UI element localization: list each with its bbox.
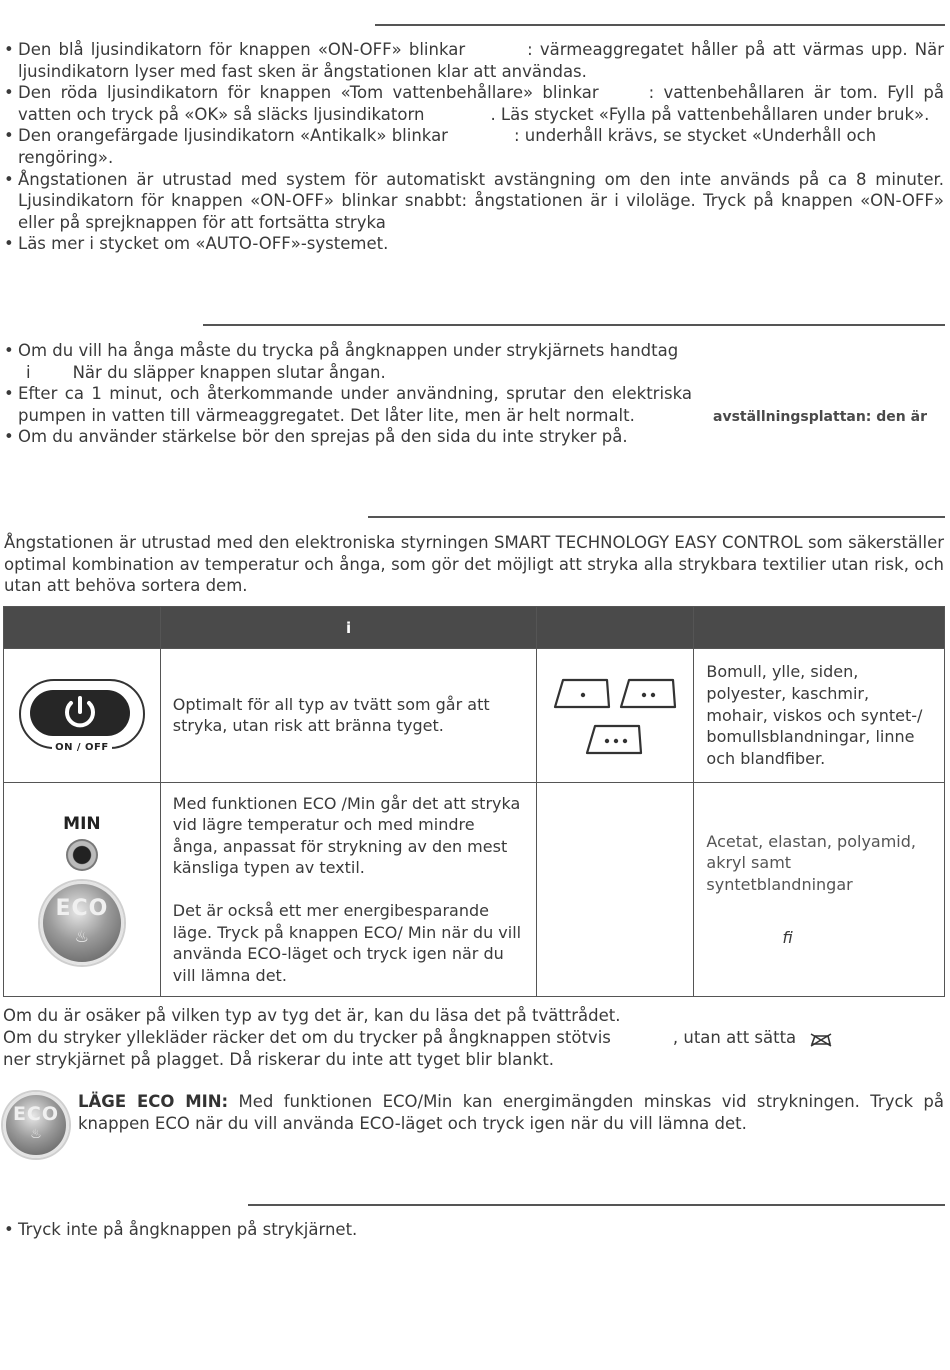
list-item: [4, 383, 692, 426]
onoff-button[interactable]: [19, 679, 145, 754]
section1-list: [4, 39, 944, 255]
eco-icon-label: ECO: [12, 1103, 60, 1125]
intro-paragraph: Ångstationen är utrustad med den elektroniska styrningen SMART TECHNOLOGY EASY CONTROL som säkerställer optimal kombination av temperatur och ånga, som gör det möjligt att stryka alla strykbara textilier utan risk, och utan att behöva sortera dem.: [4, 533, 944, 596]
bullet-text: Läs mer i stycket om «AUTO-OFF»-systemet.: [18, 234, 389, 254]
eco-button[interactable]: [40, 881, 124, 965]
program-table: [3, 606, 945, 997]
bullet-text: Ångstationen är utrustad med system för automatiskt avstängning om den inte används på ca 8 minuter. Ljusindikatorn för knappen «ON-OFF» blinkar snabbt: ångstationen är i viloläge. Tryck på knappen «ON-OFF» eller på sprejknappen för att fortsätta stryka: [18, 169, 944, 232]
table-header: [694, 607, 945, 649]
list-item: [4, 340, 692, 383]
eco-mode-icon: [3, 1092, 69, 1158]
steam-icon: ♨: [74, 927, 90, 947]
list-item: [4, 39, 944, 82]
tip-line: Om du är osäker på vilken typ av tyg det är, kan du läsa det på tvättrådet.: [3, 1006, 621, 1025]
table-cell: Optimalt för all typ av tvätt som går att stryka, utan risk att bränna tyget.: [160, 649, 537, 783]
section2-list: [4, 340, 692, 448]
list-item: [4, 169, 944, 234]
description-paragraph: Med funktionen ECO /Min går det att stryka vid lägre temperatur och med mindre ånga, anpassat för strykning av den mest känsliga typen av textil.: [172, 793, 521, 878]
eco-mode-paragraph: [78, 1091, 944, 1134]
section4-rule: [248, 1204, 945, 1206]
bullet-text: Tryck inte på ångknappen på strykjärnet.: [18, 1220, 358, 1239]
bullet-text: . Läs stycket «Fylla på vattenbehållaren under bruk».: [490, 104, 930, 124]
bullet-text: När du släpper knappen slutar ångan.: [72, 362, 386, 382]
list-item: [4, 82, 944, 125]
power-icon: [30, 690, 130, 736]
bullet-text: : underhåll krävs, se stycket «Underhåll och rengöring».: [18, 126, 877, 167]
tip-line: ner strykjärnet på plagget. Då riskerar du inte att tyget blir blankt.: [3, 1050, 554, 1069]
table-header: [537, 607, 694, 649]
onoff-label: ON / OFF: [52, 742, 112, 753]
side-note: avställningsplattan: den är: [713, 409, 927, 425]
fi-glyph: ﬁ: [782, 927, 793, 947]
table-cell: [537, 782, 694, 997]
table-cell: [160, 782, 537, 997]
eco-label: ECO: [55, 896, 109, 922]
section4-list: [4, 1219, 944, 1241]
section1-rule: [375, 24, 945, 26]
list-item: [4, 125, 944, 168]
bullet-text: Den blå ljusindikatorn för knappen «ON-OFF» blinkar: [18, 40, 466, 59]
bullet-text: Om du vill ha ånga måste du trycka på ångknappen under strykjärnets handtag: [18, 341, 679, 360]
min-indicator-icon: [66, 839, 98, 871]
no-iron-symbol-icon: [809, 1031, 833, 1047]
steam-icon: ♨: [30, 1127, 42, 1142]
table-cell: Bomull, ylle, siden, polyester, kaschmir, mohair, viskos och syntet-/ bomullsblandningar, linne och blandfiber.: [694, 649, 945, 783]
iron-settings-icon: [537, 649, 693, 776]
min-label: MIN: [63, 813, 101, 834]
eco-min-cell: [4, 782, 161, 997]
onoff-label-wrap: [19, 737, 145, 759]
table-header: i: [160, 607, 537, 649]
table-cell: [694, 782, 945, 997]
tip-line: [3, 1027, 944, 1049]
bullet-text: : vattenbehållaren är tom. Fyll på vatten och tryck på «OK» så släcks ljusindikatorn: [18, 83, 945, 124]
description-paragraph: Det är också ett mer energibesparande läge. Tryck på knappen ECO/ Min när du vill använda ECO-läget och tryck igen när du vill lämna det.: [172, 900, 522, 985]
bullet-text: Den orangefärgade ljusindikatorn «Antikalk» blinkar: [18, 126, 448, 146]
bullet-text: Om du använder stärkelse bör den sprejas på den sida du inte stryker på.: [18, 427, 628, 447]
onoff-cell: [4, 649, 161, 783]
list-item: [4, 233, 944, 255]
bullet-text: i: [26, 362, 31, 382]
eco-mode-text: Med funktionen ECO/Min kan energimängden minskas vid strykningen. Tryck på knappen ECO när du vill använda ECO-läget och tryck igen när du vill lämna det.: [78, 1092, 945, 1133]
bullet-text: Den röda ljusindikatorn för knappen «Tom vattenbehållare» blinkar: [18, 83, 599, 103]
section2-rule: [203, 324, 945, 326]
tip-text: Om du stryker yllekläder räcker det om du trycker på ångknappen stötvis: [3, 1028, 611, 1047]
section3-rule: [368, 516, 945, 518]
iron-icons-cell: [537, 649, 694, 783]
eco-mode-title: LÄGE ECO MIN:: [78, 1092, 229, 1111]
bullet-text: : värmeaggregatet håller på att värmas upp. När ljusindikatorn lyser med fast sken är ångstationen klar att användas.: [18, 40, 944, 81]
table-header: [4, 607, 161, 649]
list-item: [4, 1219, 944, 1241]
fabrics-text: Acetat, elastan, polyamid, akryl samt syntetblandningar: [706, 831, 916, 894]
table-header-row: [4, 607, 945, 649]
list-item: [4, 426, 692, 448]
onoff-button-face: [30, 690, 130, 736]
table-row: [4, 782, 945, 997]
tip-text: , utan att sätta: [672, 1028, 797, 1047]
bullet-text: Efter ca 1 minut, och återkommande under användning, sprutar den elektriska pumpen in vatten till värmeaggregatet. Det låter lite, men är helt normalt.: [18, 384, 692, 425]
table-row: [4, 649, 945, 783]
